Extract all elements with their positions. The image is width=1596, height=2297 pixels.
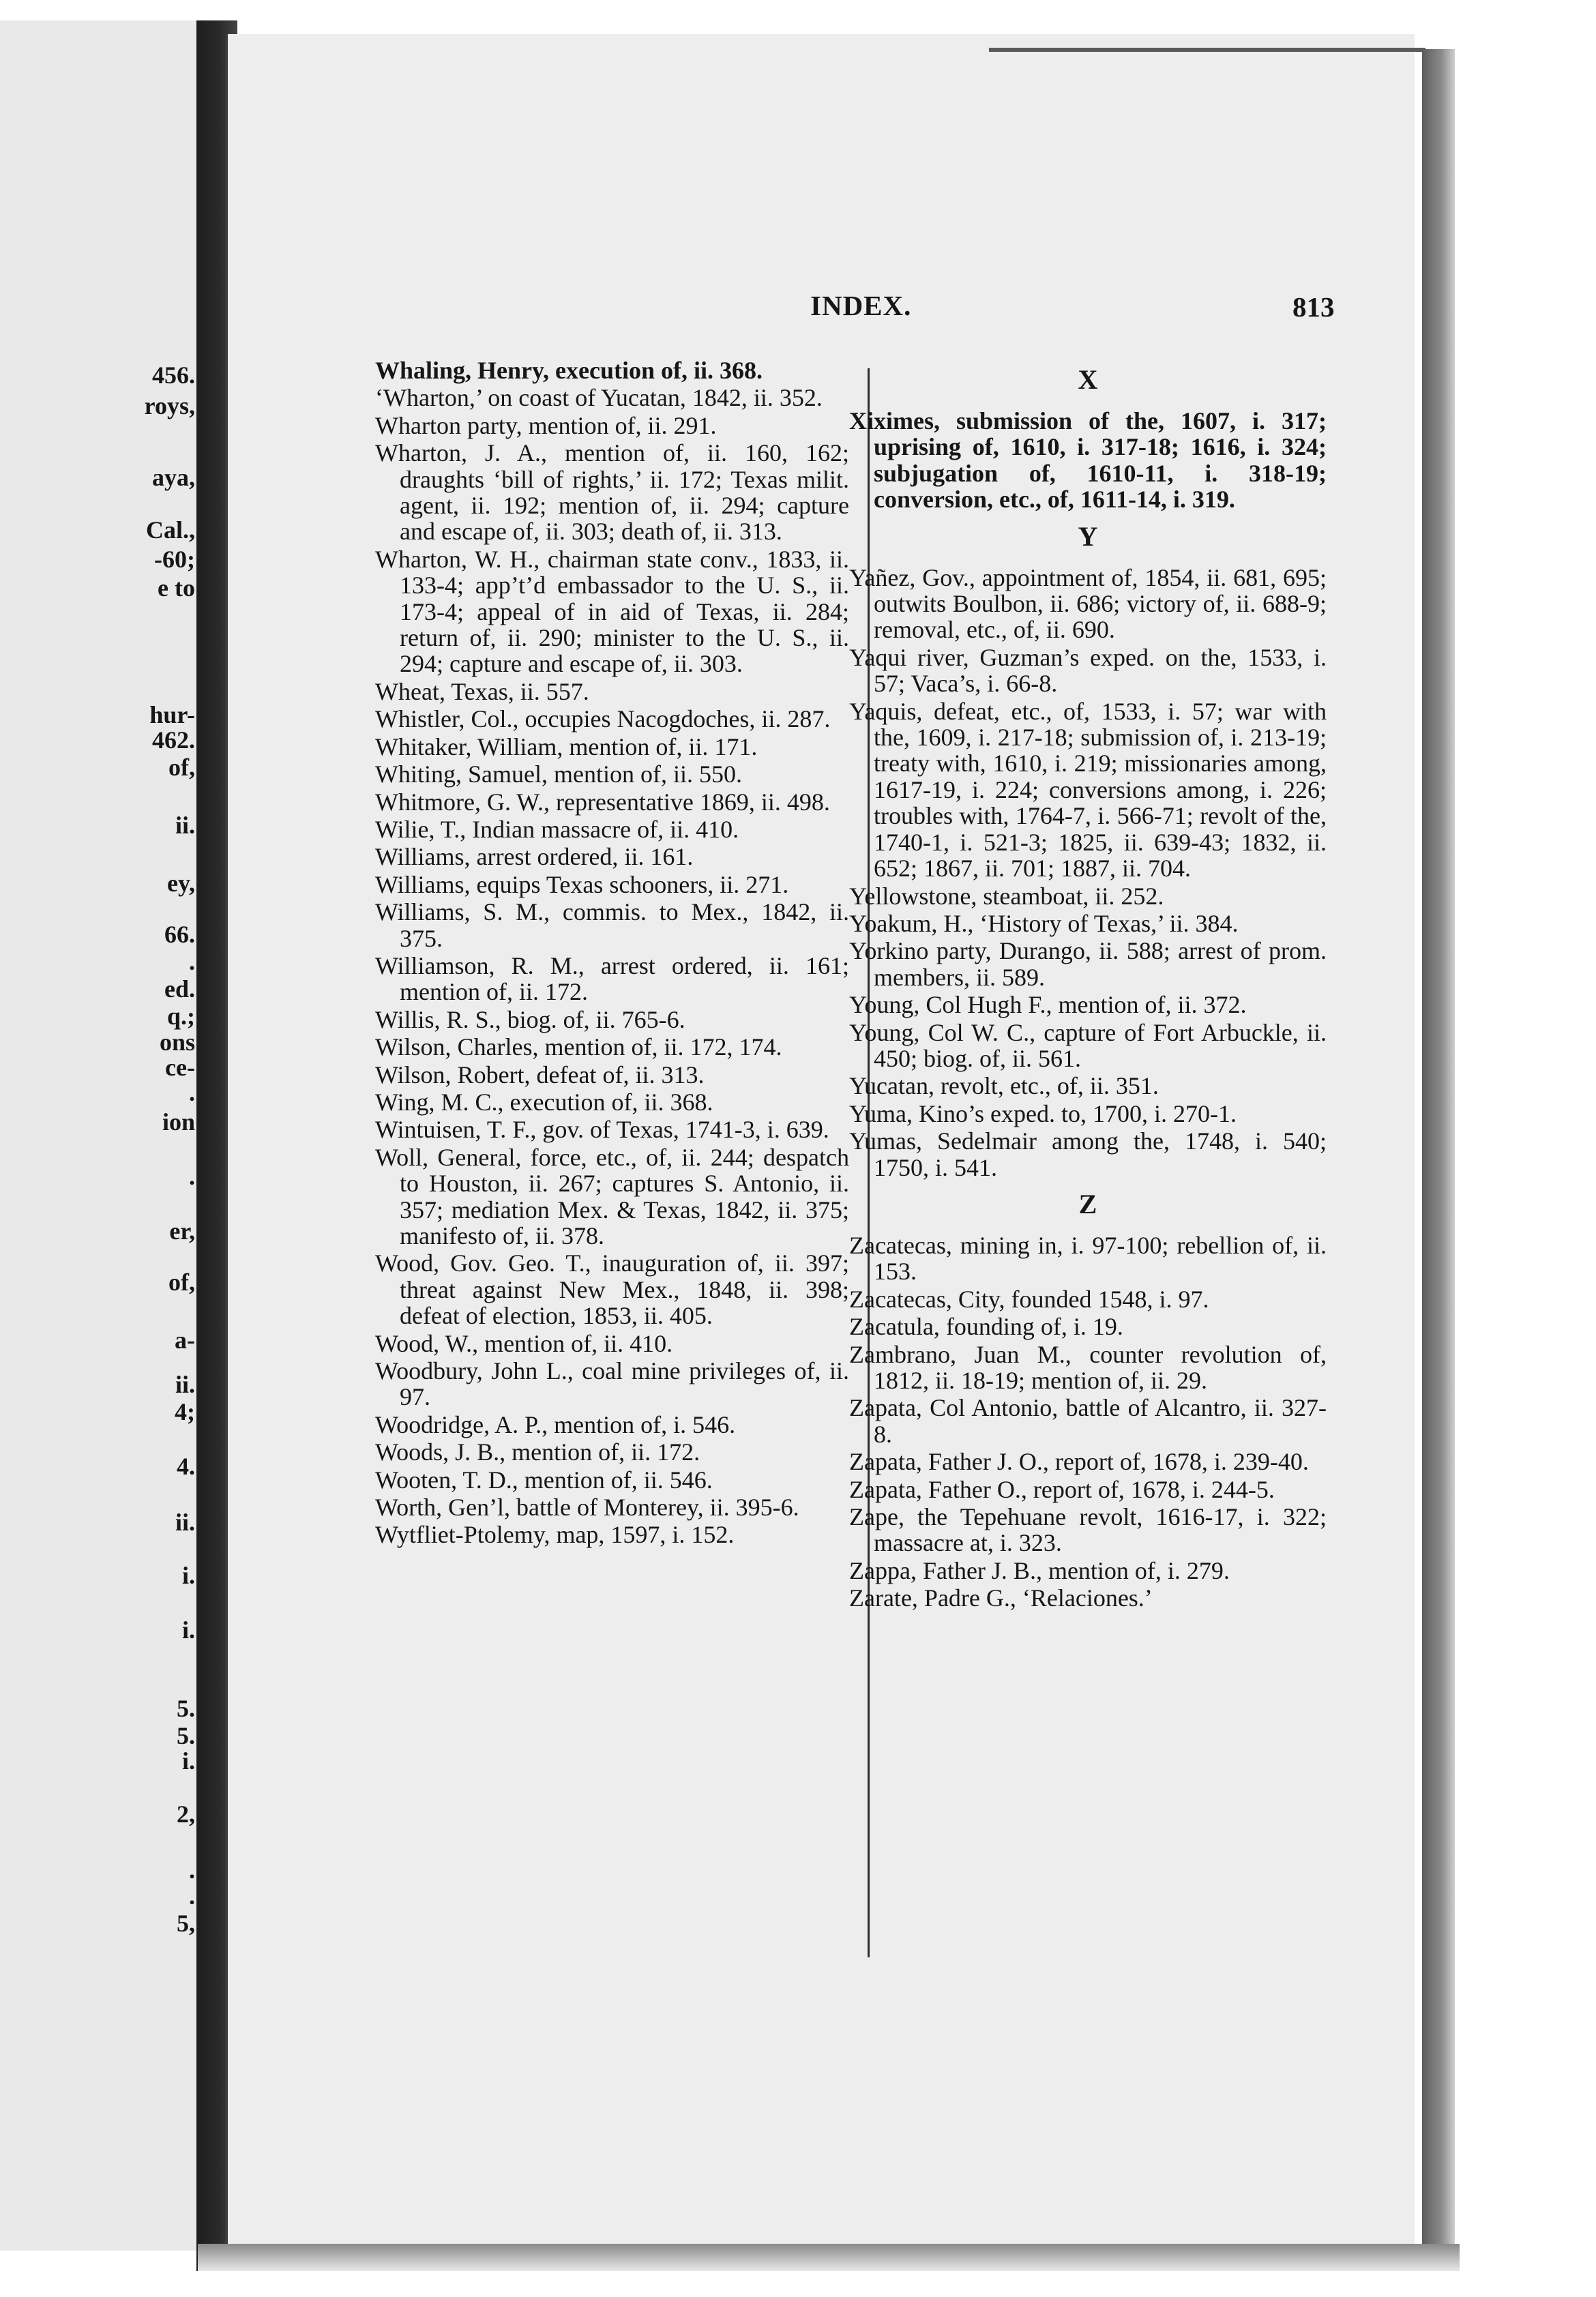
left-page-fragment: i. xyxy=(181,1747,195,1775)
page-top-edge xyxy=(989,48,1425,52)
left-page-fragment: ii. xyxy=(175,1509,195,1536)
index-entry: Wooten, T. D., mention of, ii. 546. xyxy=(375,1466,713,1494)
left-page-fragment: er, xyxy=(169,1217,195,1245)
index-entry: Wharton party, mention of, ii. 291. xyxy=(375,411,717,439)
left-page-fragment: 5. xyxy=(177,1722,195,1749)
index-entry: Worth, Gen’l, battle of Monterey, ii. 395-6. xyxy=(375,1494,799,1522)
index-column-left xyxy=(375,356,849,1548)
left-page-fragment: of, xyxy=(168,754,195,781)
index-column-right xyxy=(849,356,1327,1612)
left-page-fragment: ii. xyxy=(175,812,195,839)
index-entry: Zacatula, founding of, i. 19. xyxy=(849,1313,1123,1341)
left-page-fragment: Cal., xyxy=(146,516,195,544)
page-bottom-edge xyxy=(198,2244,1460,2271)
index-entry: Yumas, Sedelmair among the, 1748, i. 540; 1750, i. 541. xyxy=(849,1127,1327,1181)
index-entry: Zambrano, Juan M., counter revolution of, 1812, ii. 18-19; mention of, ii. 29. xyxy=(849,1340,1327,1394)
index-entry: Young, Col W. C., capture of Fort Arbuckle, ii. 450; biog. of, ii. 561. xyxy=(849,1018,1327,1072)
index-entry: Zapata, Col Antonio, battle of Alcantro, ii. 327-8. xyxy=(849,1394,1327,1448)
index-entry: Yaqui river, Guzman’s exped. on the, 1533, i. 57; Vaca’s, i. 66-8. xyxy=(849,643,1327,698)
left-page-fragment: a- xyxy=(175,1327,195,1354)
section-letter: X xyxy=(1078,364,1098,395)
left-page-fragment: ii. xyxy=(175,1371,195,1398)
index-entry: Wheat, Texas, ii. 557. xyxy=(375,677,589,705)
section-letter: Z xyxy=(1078,1188,1097,1219)
left-page-fragment: -60; xyxy=(154,546,195,573)
index-entry: Yuma, Kino’s exped. to, 1700, i. 270-1. xyxy=(849,1099,1237,1127)
index-entry: Xiximes, submission of the, 1607, i. 317; uprising of, 1610, i. 317-18; 1616, i. 324; subjugation of, 1610-11, i. 318-19; conversion, etc., of, 1611-14, i. 319. xyxy=(849,407,1327,514)
index-entry: Wintuisen, T. F., gov. of Texas, 1741-3, i. 639. xyxy=(375,1116,829,1144)
left-page-fragment: . xyxy=(189,1856,195,1884)
index-entry: Yañez, Gov., appointment of, 1854, ii. 681, 695; outwits Boulbon, ii. 686; victory of, ii. 688-9; removal, etc., of, ii. 690. xyxy=(849,563,1327,644)
page-right-edge xyxy=(1422,49,1455,2266)
index-entry: Zarate, Padre G., ‘Relaciones.’ xyxy=(849,1584,1153,1612)
index-entry: Yellowstone, steamboat, ii. 252. xyxy=(849,882,1164,910)
index-entry: Woods, J. B., mention of, ii. 172. xyxy=(375,1438,700,1466)
index-entry: Wharton, J. A., mention of, ii. 160, 162; draughts ‘bill of rights,’ ii. 172; Texas milit. agent, ii. 192; mention of, ii. 294; capture and escape of, ii. 303; death of, ii. 313. xyxy=(375,439,849,546)
left-page-fragment: ed. xyxy=(164,975,195,1003)
index-entry: Williams, arrest ordered, ii. 161. xyxy=(375,843,694,871)
index-entry: Zapata, Father O., report of, 1678, i. 244-5. xyxy=(849,1475,1275,1503)
index-entry: Zappa, Father J. B., mention of, i. 279. xyxy=(849,1556,1230,1584)
index-entry: Wharton, W. H., chairman state conv., 1833, ii. 133-4; app’t’d embassador to the U. S., ii. 173-4; appeal of in aid of Texas, ii. 284; return of, ii. 290; minister to the U. S., ii. 294; capture and escape of, ii. 303. xyxy=(375,545,849,678)
index-entry: Wilie, T., Indian massacre of, ii. 410. xyxy=(375,815,739,843)
page-title: INDEX. xyxy=(810,290,912,321)
left-page-fragment: 66. xyxy=(164,921,195,948)
index-entry: Wood, W., mention of, ii. 410. xyxy=(375,1329,673,1357)
index-entry: Zapata, Father J. O., report of, 1678, i. 239-40. xyxy=(849,1448,1309,1476)
index-entry: Williams, S. M., commis. to Mex., 1842, ii. 375. xyxy=(375,898,849,952)
left-page-fragment: i. xyxy=(181,1562,195,1589)
index-entry: Yorkino party, Durango, ii. 588; arrest of prom. members, ii. 589. xyxy=(849,937,1327,991)
left-page-fragment: hur- xyxy=(149,701,195,728)
section-letter: Y xyxy=(1078,520,1098,552)
left-page-fragment: q.; xyxy=(166,1003,195,1030)
index-entry: Williamson, R. M., arrest ordered, ii. 161; mention of, ii. 172. xyxy=(375,951,849,1006)
left-page-fragment: 5. xyxy=(177,1695,195,1722)
index-entry: Woodbury, John L., coal mine privileges of, ii. 97. xyxy=(375,1357,849,1411)
left-page-fragment: . xyxy=(189,1882,195,1910)
index-entry: ‘Wharton,’ on coast of Yucatan, 1842, ii. 352. xyxy=(375,384,823,412)
left-page-fragment: ce- xyxy=(165,1054,195,1081)
left-page-fragment: 5, xyxy=(177,1910,195,1937)
left-page-fragment: ons xyxy=(159,1028,195,1056)
left-page-fragment: . xyxy=(189,1163,195,1190)
index-entry: Zape, the Tepehuane revolt, 1616-17, i. 322; massacre at, i. 323. xyxy=(849,1503,1327,1557)
index-entry: Woodridge, A. P., mention of, i. 546. xyxy=(375,1410,736,1438)
index-entry: Whitmore, G. W., representative 1869, ii. 498. xyxy=(375,788,830,816)
index-entry: Wilson, Robert, defeat of, ii. 313. xyxy=(375,1061,705,1088)
index-entry: Whistler, Col., occupies Nacogdoches, ii. 287. xyxy=(375,705,831,733)
left-page-fragment: 456. xyxy=(152,361,195,389)
left-page-fragment: aya, xyxy=(152,464,195,491)
left-page-fragment: 2, xyxy=(177,1800,195,1828)
index-entry: Wytfliet-Ptolemy, map, 1597, i. 152. xyxy=(375,1521,735,1549)
left-page-fragment: of, xyxy=(168,1269,195,1296)
index-entry: Whaling, Henry, execution of, ii. 368. xyxy=(375,357,763,384)
left-facing-page xyxy=(0,20,199,2251)
index-entry: Yaquis, defeat, etc., of, 1533, i. 57; war with the, 1609, i. 217-18; submission of, i. 213-19; treaty with, 1610, i. 219; missionaries among, 1617-19, i. 224; conversions among, i. 226; troubles with, 1764-7, i. 566-71; revolt of the, 1740-1, i. 521-3; 1825, ii. 639-43; 1832, ii. 652; 1867, ii. 701; 1887, ii. 704. xyxy=(849,697,1327,883)
index-entry: Wing, M. C., execution of, ii. 368. xyxy=(375,1088,713,1116)
index-entry: Willis, R. S., biog. of, ii. 765-6. xyxy=(375,1005,685,1033)
page-number: 813 xyxy=(1292,291,1335,323)
left-page-fragment: 4. xyxy=(177,1453,195,1480)
index-entry: Wood, Gov. Geo. T., inauguration of, ii. 397; threat against New Mex., 1848, ii. 398; defeat of election, 1853, ii. 405. xyxy=(375,1249,849,1330)
left-page-fragment: . xyxy=(189,948,195,975)
left-page-fragment: 462. xyxy=(152,726,195,754)
index-entry: Young, Col Hugh F., mention of, ii. 372. xyxy=(849,991,1247,1019)
index-entry: Yucatan, revolt, etc., of, ii. 351. xyxy=(849,1072,1159,1100)
left-page-fragment: roys, xyxy=(144,392,195,419)
left-page-fragment: i. xyxy=(181,1616,195,1644)
left-page-fragment: . xyxy=(189,1079,195,1106)
index-entry: Whiting, Samuel, mention of, ii. 550. xyxy=(375,760,742,788)
left-page-fragment: 4; xyxy=(175,1398,195,1425)
index-entry: Zacatecas, City, founded 1548, i. 97. xyxy=(849,1285,1209,1313)
index-entry: Wilson, Charles, mention of, ii. 172, 174. xyxy=(375,1033,782,1061)
index-entry: Woll, General, force, etc., of, ii. 244; despatch to Houston, ii. 267; captures S. Antonio, ii. 357; mediation Mex. & Texas, 1842, ii. 375; manifesto of, ii. 378. xyxy=(375,1143,849,1249)
index-entry: Whitaker, William, mention of, ii. 171. xyxy=(375,732,758,760)
left-page-fragment: ey, xyxy=(167,870,195,897)
left-page-fragment: e to xyxy=(158,574,195,602)
index-entry: Williams, equips Texas schooners, ii. 271. xyxy=(375,870,789,898)
left-page-fragment: ion xyxy=(162,1108,195,1136)
index-entry: Yoakum, H., ‘History of Texas,’ ii. 384. xyxy=(849,909,1239,937)
index-entry: Zacatecas, mining in, i. 97-100; rebellion of, ii. 153. xyxy=(849,1231,1327,1286)
